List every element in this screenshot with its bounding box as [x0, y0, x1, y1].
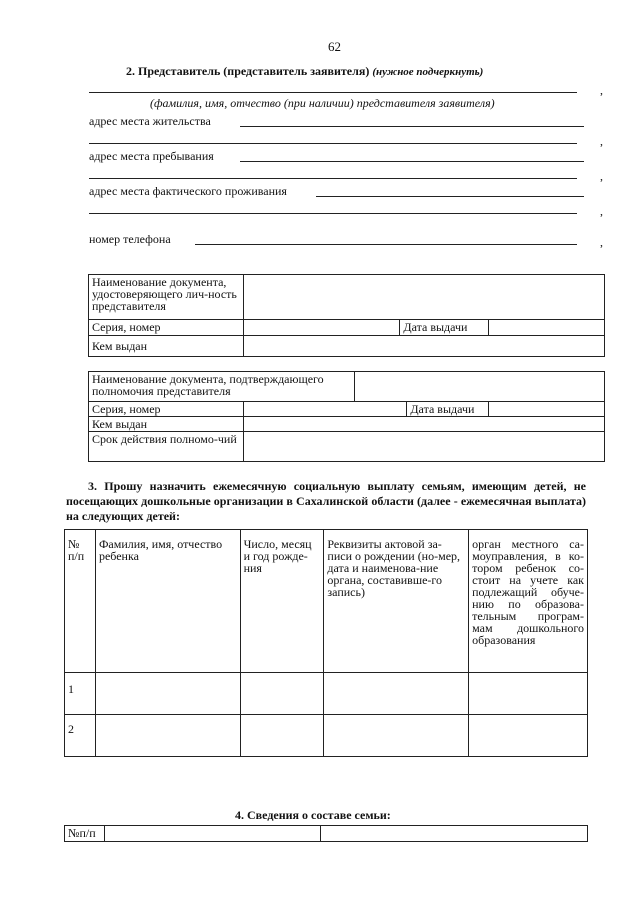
authority-doc-name-label: Наименование документа, подтверждающего полномочия представителя [89, 372, 355, 402]
authority-doc-name-cell[interactable] [354, 372, 604, 402]
phone-label: номер телефона [89, 232, 171, 246]
child-authority-cell[interactable] [469, 715, 588, 757]
child-record-cell[interactable] [324, 673, 469, 715]
authority-date-cell[interactable] [489, 402, 605, 417]
id-date-label: Дата выдачи [400, 320, 489, 336]
authority-document-table [88, 371, 605, 462]
phone-line[interactable] [195, 244, 577, 245]
id-series-label: Серия, номер [89, 320, 244, 336]
section-4-title: 4. Сведения о составе семьи: [235, 808, 391, 822]
actual-line-2[interactable] [89, 213, 577, 214]
child-authority-cell[interactable] [469, 673, 588, 715]
family-table [64, 825, 588, 842]
row-number: 2 [65, 715, 96, 757]
stay-line-1[interactable] [240, 161, 584, 162]
section-3-text: 3. Прошу назначить ежемесячную социальную выплату семьям, имеющим детей, не посещающих дошкольные организации в Сахалинской области (далее - ежемесячная выплата) на следующих детей: [66, 479, 586, 523]
section-2-title [126, 64, 483, 79]
children-table [64, 529, 588, 757]
id-series-cell[interactable] [243, 320, 400, 336]
stay-label: адрес места пребывания [89, 149, 214, 163]
table-row [65, 715, 588, 757]
col-name-header: Фамилия, имя, отчество ребенка [95, 530, 240, 673]
child-name-cell[interactable] [95, 715, 240, 757]
child-birthdate-cell[interactable] [240, 715, 324, 757]
actual-address-label: адрес места фактического проживания [89, 184, 287, 198]
id-doc-name-label: Наименование документа, удостоверяющего лич-ность представителя [89, 275, 244, 320]
authority-series-cell[interactable] [243, 402, 407, 417]
authority-series-label: Серия, номер [89, 402, 244, 417]
authority-date-label: Дата выдачи [407, 402, 489, 417]
section-2-title-bold: 2. Представитель (представитель заявителя) [126, 64, 370, 78]
col-number-header: № п/п [65, 530, 96, 673]
authority-validity-label: Срок действия полномо-чий [89, 432, 244, 462]
residence-comma: , [600, 134, 603, 148]
authority-issued-label: Кем выдан [89, 417, 244, 432]
fio-caption: (фамилия, имя, отчество (при наличии) представителя заявителя) [150, 96, 495, 110]
phone-comma: , [600, 235, 603, 249]
actual-comma: , [600, 204, 603, 218]
actual-line-1[interactable] [316, 196, 584, 197]
authority-issued-cell[interactable] [243, 417, 604, 432]
stay-comma: , [600, 169, 603, 183]
residence-line-2[interactable] [89, 143, 577, 144]
child-name-cell[interactable] [95, 673, 240, 715]
family-number-header: №п/п [65, 826, 105, 842]
id-doc-name-cell[interactable] [243, 275, 604, 320]
page-number: 62 [328, 39, 341, 54]
child-birthdate-cell[interactable] [240, 673, 324, 715]
child-record-cell[interactable] [324, 715, 469, 757]
family-col-2[interactable] [104, 826, 320, 842]
id-date-cell[interactable] [489, 320, 605, 336]
id-issued-label: Кем выдан [89, 336, 244, 357]
col-birthdate-header: Число, месяц и год рожде-ния [240, 530, 324, 673]
row-number: 1 [65, 673, 96, 715]
residence-label: адрес места жительства [89, 114, 211, 128]
col-birth-record-header: Реквизиты актовой за-писи о рождении (но-мер, дата и наименова-ние органа, составивше-го запись) [324, 530, 469, 673]
section-2-title-note: (нужное подчеркнуть) [372, 66, 484, 78]
id-document-table [88, 274, 605, 357]
col-authority-header: орган местного са-моуправления, в ко-тором ребенок со-стоит на учете как подлежащий обуче-нию по образова-тельным програм-мам дошкольного образования [469, 530, 588, 673]
residence-line-1[interactable] [240, 126, 584, 127]
fio-line[interactable] [89, 92, 577, 93]
fio-comma: , [600, 83, 603, 97]
authority-validity-cell[interactable] [243, 432, 604, 462]
stay-line-2[interactable] [89, 178, 577, 179]
table-row [65, 673, 588, 715]
family-col-3[interactable] [320, 826, 587, 842]
id-issued-cell[interactable] [243, 336, 604, 357]
